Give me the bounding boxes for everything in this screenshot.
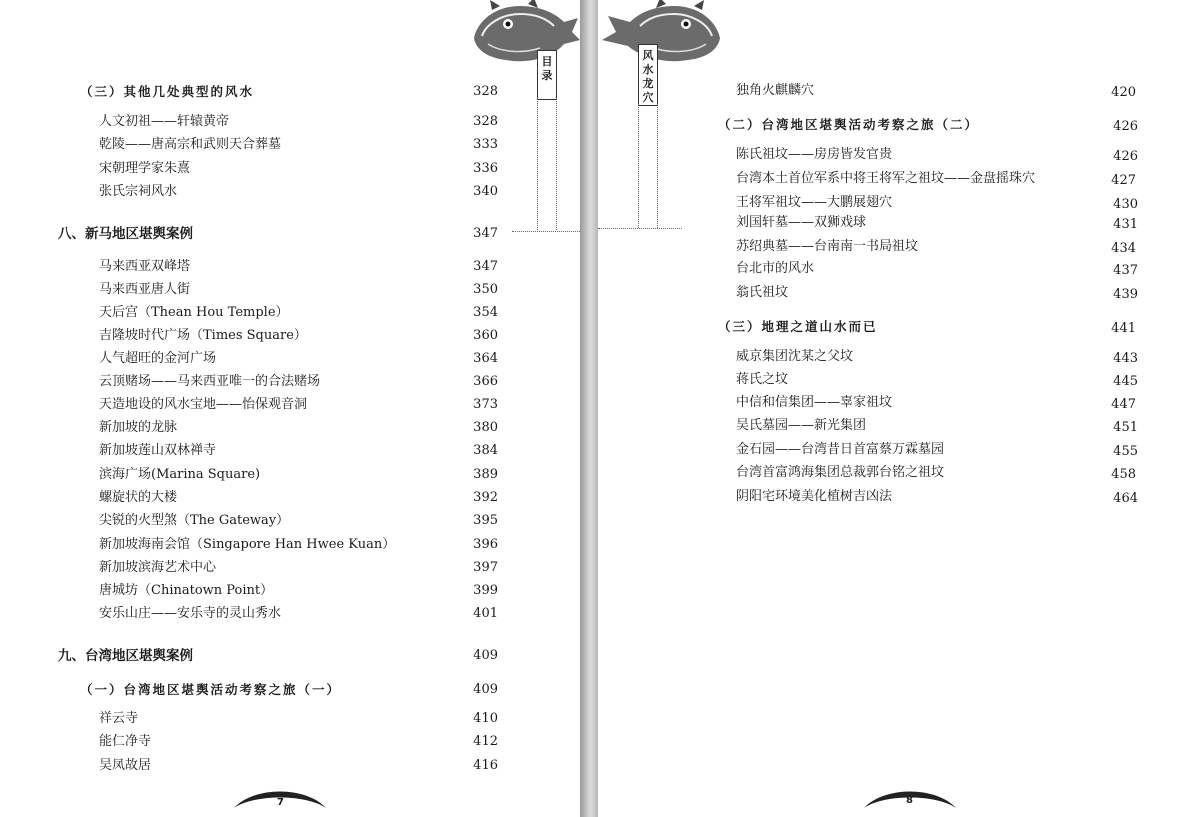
dotted-rule [556,98,557,230]
toc-entry-title: 云顶赌场——马来西亚唯一的合法赌场 [99,374,321,389]
dotted-rule [512,231,580,232]
toc-page-number: 396 [473,537,498,552]
toc-page-number: 434 [1111,241,1136,256]
toc-entry-title: 安乐山庄——安乐寺的灵山秀水 [99,606,282,621]
section-tab-title [638,44,658,106]
toc-entry-title: 人文初祖——轩辕黄帝 [99,114,230,129]
toc-entry-title: 能仁净寺 [99,734,152,749]
toc-entry-title: 乾陵——唐高宗和武则天合葬墓 [99,137,282,152]
toc-page-number: 439 [1113,287,1138,302]
toc-entry-title: 螺旋状的大楼 [99,490,178,505]
toc-page-number: 412 [473,734,498,749]
dotted-rule [598,228,682,229]
dotted-rule [657,104,658,228]
toc-entry-title: 马来西亚唐人街 [99,282,191,297]
toc-page-number: 464 [1113,491,1138,506]
toc-entry-title: 蒋氏之坟 [736,372,789,387]
toc-page-number: 350 [473,282,498,297]
dotted-rule [537,98,538,230]
toc-page-number: 420 [1111,85,1136,100]
toc-page-number: 392 [473,490,498,505]
toc-page-number: 409 [473,682,498,697]
dragon-head-ornament [598,0,726,70]
toc-entry-title: 祥云寺 [99,711,139,726]
page-number: 7 [277,797,284,808]
toc-page-number: 426 [1113,149,1138,164]
toc-page-number: 336 [473,161,498,176]
toc-entry-title: 阴阳宅环境美化植树吉凶法 [736,489,893,504]
toc-page-number: 455 [1113,444,1138,459]
toc-chapter-title: 九、台湾地区堪舆案例 [58,648,193,664]
book-gutter [580,0,598,817]
toc-page-number: 397 [473,560,498,575]
toc-page-number: 410 [473,711,498,726]
toc-page-number: 347 [473,226,498,241]
toc-page-number: 373 [473,397,498,412]
toc-page-number: 328 [473,114,498,129]
toc-page-number: 333 [473,137,498,152]
toc-section-title: （三）其他几处典型的风水 [80,84,255,99]
toc-page-number: 447 [1111,397,1136,412]
toc-page-number: 347 [473,259,498,274]
toc-page-number: 389 [473,467,498,482]
toc-entry-title: 天造地设的风水宝地——怡保观音洞 [99,397,308,412]
tab-char: 风 [642,49,654,62]
toc-chapter-title: 八、新马地区堪舆案例 [58,226,193,242]
toc-page-number: 395 [473,513,498,528]
tab-char: 龙 [642,77,654,90]
toc-page-number: 441 [1111,321,1136,336]
tab-char: 穴 [642,91,654,104]
toc-entry-title: 新加坡滨海艺术中心 [99,560,217,575]
toc-entry-title: 台北市的风水 [736,261,815,276]
toc-page-number: 431 [1113,217,1138,232]
toc-page-number: 340 [473,184,498,199]
section-tab-contents [537,50,557,100]
toc-page-number: 416 [473,758,498,773]
toc-entry-title: 台湾首富鸿海集团总裁郭台铭之祖坟 [736,465,945,480]
toc-entry-title: 天后宫（Thean Hou Temple） [99,305,289,320]
toc-page-number: 427 [1111,173,1136,188]
toc-entry-title: 尖锐的火型煞（The Gateway） [99,513,290,528]
left-page [0,0,580,817]
toc-entry-title: 新加坡的龙脉 [99,420,178,435]
right-page [598,0,1182,817]
toc-entry-title: 苏绍典墓——台南南一书局祖坟 [736,239,919,254]
toc-entry-title: 吉隆坡时代广场（Times Square） [99,328,307,343]
dotted-rule [638,104,639,228]
toc-entry-title: 中信和信集团——辜家祖坟 [736,395,893,410]
toc-page-number: 364 [473,351,498,366]
toc-section-title: （一）台湾地区堪舆活动考察之旅（一） [80,682,342,697]
toc-entry-title: 人气超旺的金河广场 [99,351,217,366]
toc-page-number: 366 [473,374,498,389]
toc-entry-title: 刘国轩墓——双狮戏球 [736,215,867,230]
toc-entry-title: 马来西亚双峰塔 [99,259,191,274]
toc-entry-title: 张氏宗祠风水 [99,184,178,199]
toc-entry-title: 新加坡海南会馆（Singapore Han Hwee Kuan） [99,537,396,552]
toc-section-title: （二）台湾地区堪舆活动考察之旅（二） [718,117,980,132]
toc-page-number: 437 [1113,263,1138,278]
tab-char: 录 [541,69,553,82]
toc-entry-title: 宋朝理学家朱熹 [99,161,191,176]
toc-entry-title: 台湾本土首位军系中将王将军之祖坟——金盘摇珠穴 [736,171,1036,186]
toc-entry-title: 陈氏祖坟——房房皆发官贵 [736,147,893,162]
toc-section-title: （三）地理之道山水而已 [718,319,878,334]
dragon-head-ornament [468,0,580,70]
toc-page-number: 380 [473,420,498,435]
toc-page-number: 445 [1113,374,1138,389]
toc-page-number: 451 [1113,420,1138,435]
toc-page-number: 426 [1113,119,1138,134]
page-number: 8 [906,795,913,806]
toc-entry-title: 金石园——台湾昔日首富蔡万霖墓园 [736,442,945,457]
toc-page-number: 430 [1113,197,1138,212]
toc-page-number: 443 [1113,351,1138,366]
toc-page-number: 384 [473,443,498,458]
toc-page-number: 401 [473,606,498,621]
toc-entry-title: 唐城坊（Chinatown Point） [99,583,274,598]
toc-page-number: 458 [1111,467,1136,482]
toc-entry-title: 王将军祖坟——大鹏展翅穴 [736,195,893,210]
toc-entry-title: 独角火麒麟穴 [736,83,815,98]
toc-entry-title: 威京集团沈某之父坟 [736,349,854,364]
tab-char: 目 [541,55,553,68]
tab-char: 水 [642,63,654,76]
toc-page-number: 328 [473,84,498,99]
toc-page-number: 409 [473,648,498,663]
toc-entry-title: 吴氏墓园——新光集团 [736,418,867,433]
toc-entry-title: 新加坡莲山双林禅寺 [99,443,217,458]
toc-page-number: 354 [473,305,498,320]
toc-page-number: 399 [473,583,498,598]
toc-entry-title: 翁氏祖坟 [736,285,789,300]
toc-page-number: 360 [473,328,498,343]
toc-entry-title: 吴凤故居 [99,758,152,773]
toc-entry-title: 滨海广场(Marina Square) [99,467,261,482]
